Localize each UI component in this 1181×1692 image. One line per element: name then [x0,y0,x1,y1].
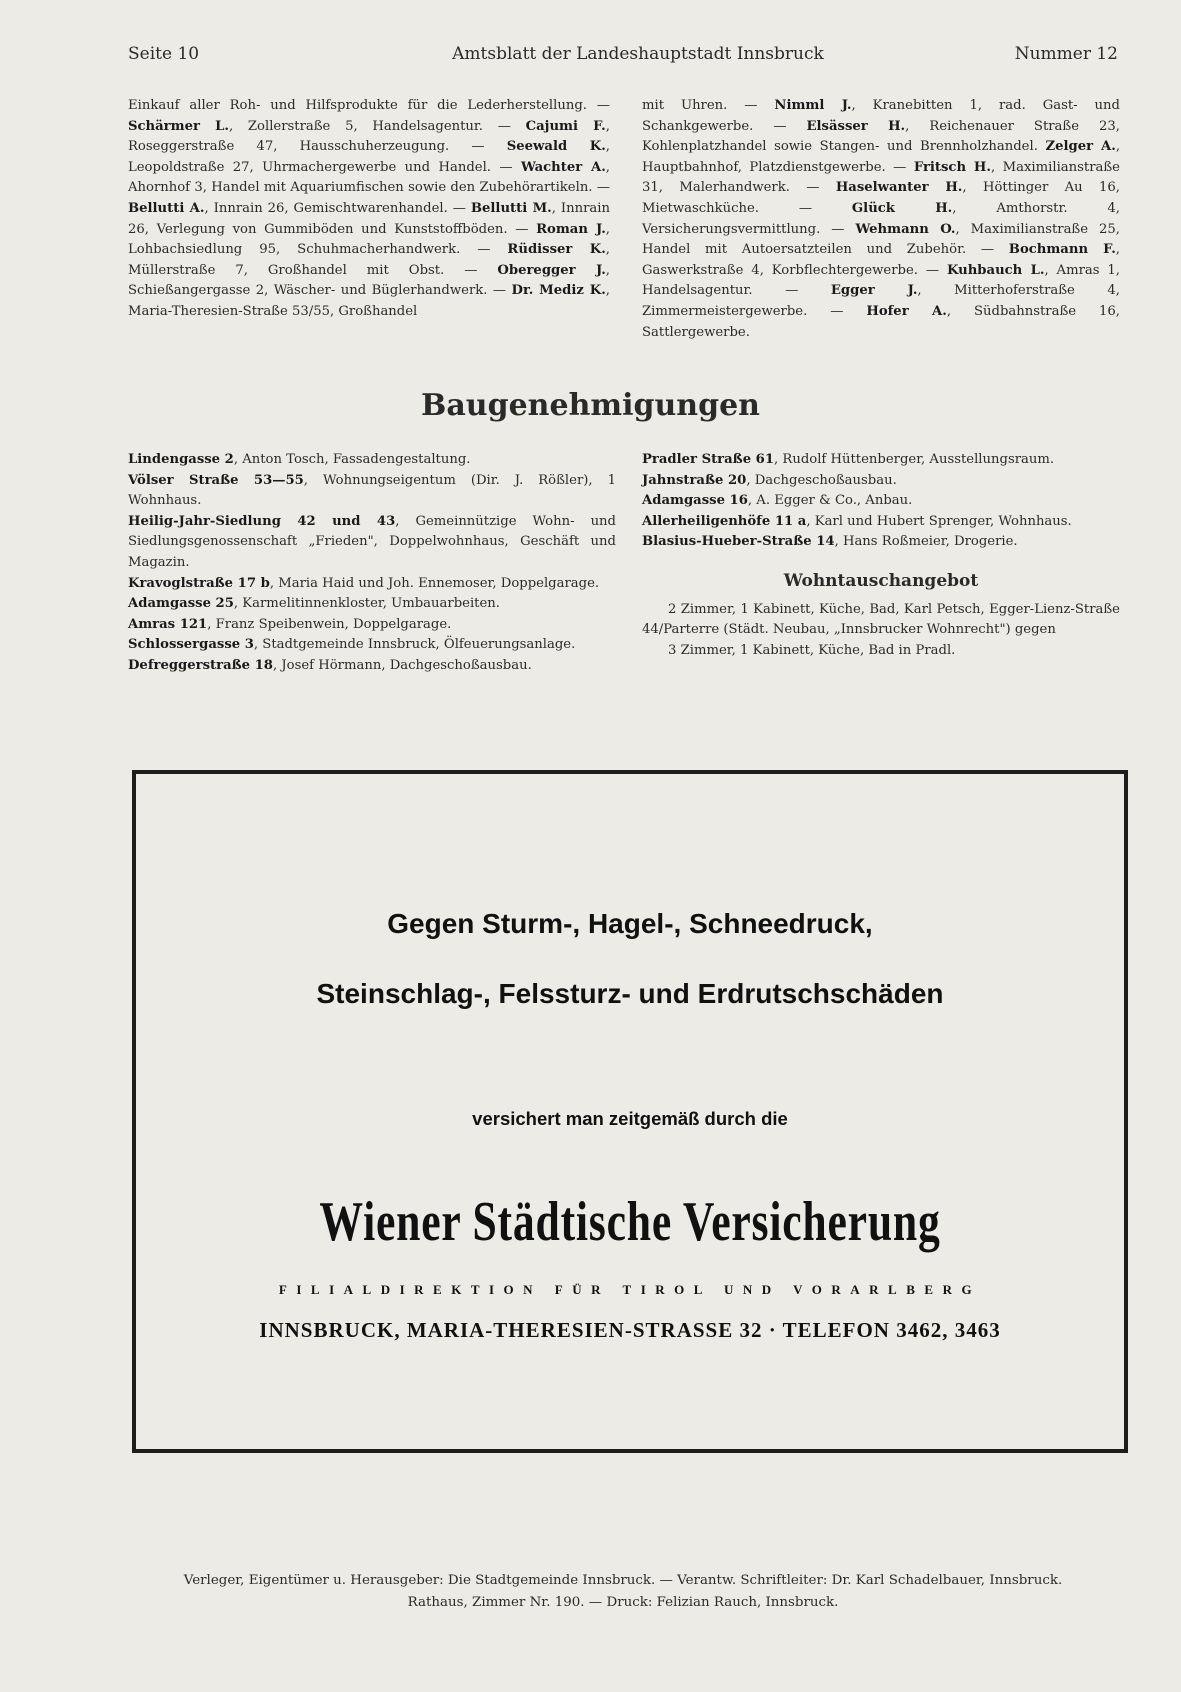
entry-text: Einkauf aller Roh- und Hilfsprodukte für die Lederherstellung. — [128,98,610,113]
entry-text: , Höttinger Au 16, Mietwaschküche. — [642,180,1120,216]
entry-text: , Gaswerkstraße 4, Korbflechtergewerbe. — [642,242,1120,278]
ad-tagline: versichert man zeitgemäß durch die [472,1108,788,1129]
entry-name: Nimml J. [774,98,852,113]
permit-entry [642,471,1120,492]
entry-name: Wachter A. [520,159,606,175]
entry-name: Wehmann O. [855,221,956,237]
section-title: Baugenehmigungen [421,388,760,423]
entry-name: Roman J. [536,221,606,237]
issue-number: Nummer 12 [1014,44,1118,64]
permit-text: , Josef Hörmann, Dachgeschoßausbau. [272,657,532,673]
entry-text: , Innrain 26, Gemischtwarenhandel. — [204,200,471,216]
trade-register-column-left [128,96,610,323]
permit-name: Pradler Straße 61 [642,452,775,467]
ad-company-name: Wiener Städtische Versicherung [319,1191,941,1253]
permit-entry [642,512,1120,533]
permit-name: Adamgasse 16 [642,493,748,509]
permit-entry [642,532,1120,553]
entry-text: , Roseggerstraße 47, Hausschuherzeugung. — [128,118,610,155]
entry-name: Fritsch H. [913,159,991,175]
permit-name: Adamgasse 25 [128,596,234,612]
permit-entry [128,615,616,636]
permit-name: Blasius-Hueber-Straße 14 [642,534,835,550]
permit-text: , Rudolf Hüttenberger, Ausstellungsraum. [774,452,1055,467]
entry-name: Haselwanter H. [835,180,963,196]
entry-name: Hofer A. [866,303,947,319]
trade-register-text-right [642,96,1120,343]
entry-text: , Kranebitten 1, rad. Gast- und Schankgewerbe. — [642,98,1120,134]
entry-text: , Hauptbahnhof, Platzdienstgewerbe. — [642,139,1121,175]
permit-entry [128,512,616,574]
entry-name: Glück H. [851,200,953,216]
entry-name: Seewald K. [506,139,606,155]
ad-branch: FILIALDIREKTION FÜR TIROL UND VORARLBERG [278,1282,982,1297]
ad-headline-1: Gegen Sturm-, Hagel-, Schneedruck, [387,908,873,939]
permit-text: , Gemeinnützige Wohn- und Siedlungsgenossenschaft „Frieden", Doppelwohnhaus, Geschäft und Magazin. [128,513,616,570]
permit-text: , Dachgeschoßausbau. [746,472,897,488]
entry-text: , Maximilianstraße 25, Handel mit Autoersatzteilen und Zubehör. — [642,221,1120,258]
permit-name: Allerheiligenhöfe 11 a [642,513,807,529]
exchange-wanted: 3 Zimmer, 1 Kabinett, Küche, Bad in Pradl. [668,642,956,658]
ad-address: INNSBRUCK, MARIA-THERESIEN-STRASSE 32 · TELEFON 3462, 3463 [259,1318,1001,1342]
permit-name: Jahnstraße 20 [642,472,747,488]
ad-headline-2: Steinschlag-, Felssturz- und Erdrutschschäden [316,978,944,1009]
entry-text: , Lohbachsiedlung 95, Schuhmacherhandwerk. — [128,221,610,258]
entry-text: , Amthorstr. 4, Versicherungsvermittlung. — [642,200,1120,237]
building-permits-left [128,450,616,677]
entry-text: , Maximilianstraße 31, Malerhandwerk. — [642,159,1120,196]
entry-text: , Innrain 26, Verlegung von Gummiböden und Kunststoffböden. — [128,200,610,237]
permit-text: , Hans Roßmeier, Drogerie. [834,534,1018,550]
permit-text: , Maria Haid und Joh. Ennemoser, Doppelgarage. [269,575,600,591]
entry-name: Egger J. [830,283,918,299]
entry-name: Bellutti M. [470,200,552,216]
entry-text: , Schießangergasse 2, Wäscher- und Büglerhandwerk. — [128,262,610,299]
permit-text: , Franz Speibenwein, Doppelgarage. [207,616,452,632]
entry-name: Schärmer L. [128,118,229,134]
permit-text: , Karmelitinnenkloster, Umbauarbeiten. [233,596,500,612]
trade-register-column-right [642,96,1120,343]
permit-text: , Karl und Hubert Sprenger, Wohnhaus. [806,513,1072,529]
entry-text: , Ahornhof 3, Handel mit Aquariumfischen sowie den Zubehörartikeln. — [128,159,610,196]
permit-entry [128,574,616,595]
imprint-line-2: Rathaus, Zimmer Nr. 190. — Druck: Felizian Rauch, Innsbruck. [407,1595,839,1610]
permit-name: Völser Straße 53—55 [128,472,304,488]
permit-entry [128,471,616,512]
page-number: Seite 10 [128,44,200,64]
publication-title: Amtsblatt der Landeshauptstadt Innsbruck [452,44,824,64]
building-permits-right-list [642,450,1120,553]
entry-text: , Reichenauer Straße 23, Kohlenplatzhandel sowie Stangen- und Brennholzhandel. [642,118,1120,155]
page-header [128,44,1118,70]
entry-name: Dr. Mediz K. [511,283,606,299]
entry-name: Bochmann F. [1008,242,1116,258]
permit-text: , Stadtgemeinde Innsbruck, Ölfeuerungsanlage. [253,637,576,653]
entry-name: Elsässer H. [806,118,906,134]
imprint [128,1570,1118,1614]
permit-name: Lindengasse 2 [128,452,234,467]
permit-entry [128,450,616,471]
entry-text: , Zollerstraße 5, Handelsagentur. — [228,118,526,134]
insurance-advertisement [132,770,1128,1453]
permit-entry [642,450,1120,471]
entry-text: , Müllerstraße 7, Großhandel mit Obst. — [128,242,610,278]
permit-name: Amras 121 [128,616,208,632]
permit-name: Schlossergasse 3 [128,637,254,653]
entry-text: , Maria-Theresien-Straße 53/55, Großhandel [128,283,610,319]
entry-name: Bellutti A. [128,200,205,216]
entry-text: , Südbahnstraße 16, Sattlergewerbe. [642,303,1121,340]
entry-name: Zelger A. [1045,139,1116,155]
entry-name: Cajumi F. [525,118,606,134]
permit-entry [128,594,616,615]
permit-name: Heilig-Jahr-Siedlung 42 und 43 [128,513,396,529]
entry-text: , Amras 1, Handelsagentur. — [642,262,1121,299]
entry-name: Oberegger J. [497,262,606,278]
entry-name: Rüdisser K. [507,242,606,258]
permit-name: Kravoglstraße 17 b [128,575,270,591]
exchange-title: Wohntauschangebot [783,570,979,591]
exchange-offer: 2 Zimmer, 1 Kabinett, Küche, Bad, Karl Petsch, Egger-Lienz-Straße 44/Parterre (Städt. Neubau, „Innsbrucker Wohnrecht") gegen [642,601,1120,638]
permit-text: , Anton Tosch, Fassadengestaltung. [233,452,471,467]
permit-name: Defreggerstraße 18 [128,657,273,673]
permit-text: , A. Egger & Co., Anbau. [747,493,913,509]
permit-entry [128,656,616,677]
building-permits-right [642,450,1120,661]
entry-text: mit Uhren. — [642,98,775,113]
entry-text: , Leopoldstraße 27, Uhrmachergewerbe und Handel. — [128,139,610,175]
permit-entry [642,491,1120,512]
entry-name: Kuhbauch L. [946,262,1045,278]
permit-text: , Wohnungseigentum (Dir. J. Rößler), 1 Wohnhaus. [128,472,616,509]
imprint-line-1: Verleger, Eigentümer u. Herausgeber: Die Stadtgemeinde Innsbruck. — Verantw. Schriftleiter: Dr. Karl Schadelbauer, Innsbruck. [183,1573,1063,1588]
entry-text: , Mitterhoferstraße 4, Zimmermeistergewerbe. — [642,283,1120,319]
permit-entry [128,635,616,656]
trade-register-text-left [128,96,610,323]
